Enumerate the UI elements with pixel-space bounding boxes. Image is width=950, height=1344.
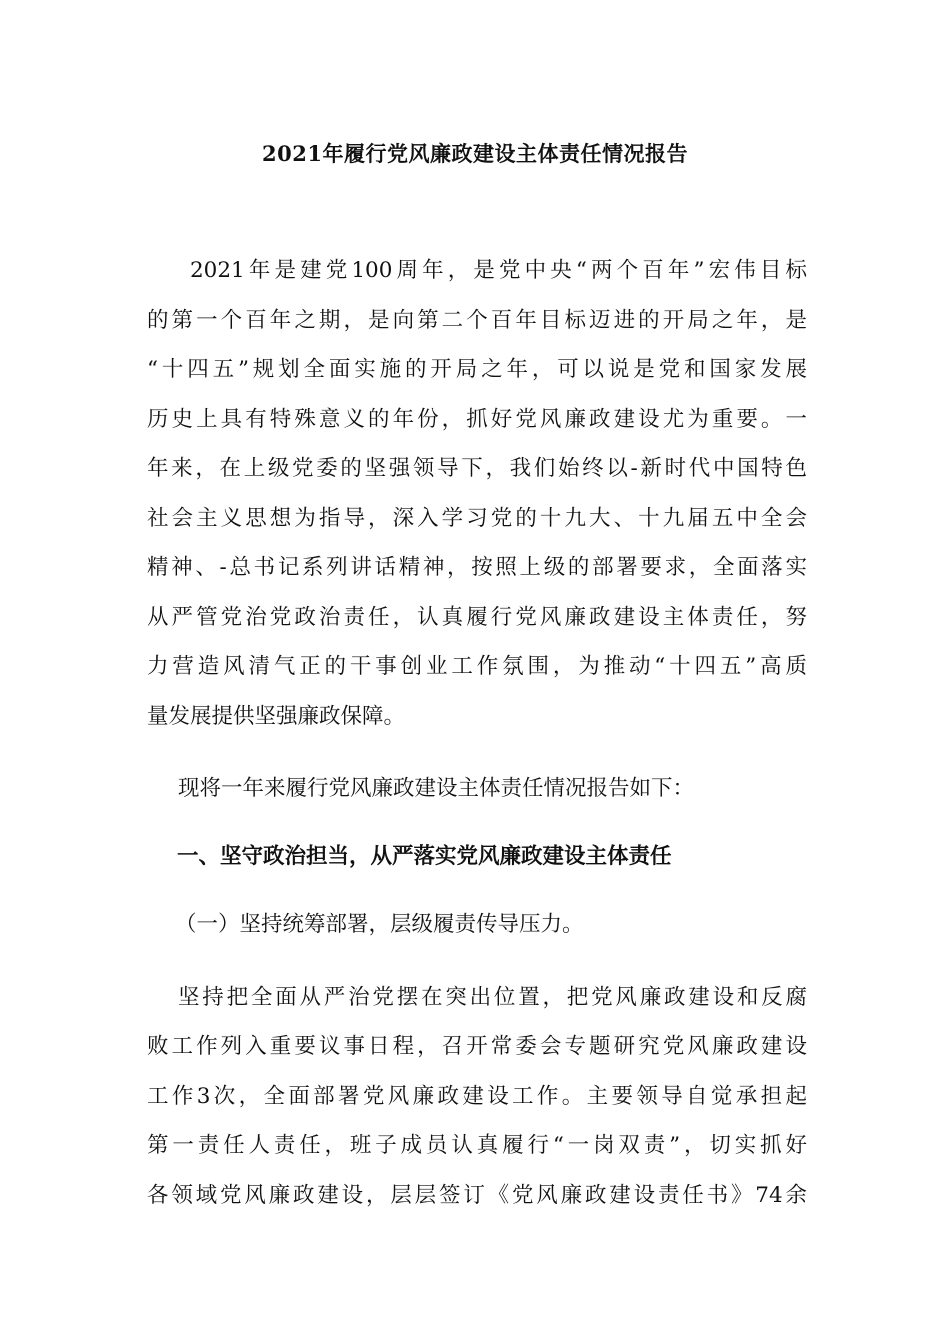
paragraph-line: 从严管党治党政治责任，认真履行党风廉政建设主体责任，努 bbox=[147, 605, 807, 630]
paragraph-line: “十四五”规划全面实施的开局之年，可以说是党和国家发展 bbox=[147, 357, 807, 382]
paragraph-line: 2021年是建党100周年，是党中央“两个百年”宏伟目标 bbox=[190, 258, 807, 283]
paragraph-line: 精神、-总书记系列讲话精神，按照上级的部署要求，全面落实 bbox=[147, 555, 807, 580]
paragraph-line: 工作3次，全面部署党风廉政建设工作。主要领导自觉承担起 bbox=[147, 1084, 807, 1109]
subsection-heading: （一）坚持统筹部署，层级履责传导压力。 bbox=[175, 912, 584, 937]
paragraph-line: 年来，在上级党委的坚强领导下，我们始终以-新时代中国特色 bbox=[147, 456, 807, 481]
paragraph-line: 力营造风清气正的干事创业工作氛围，为推动“十四五”高质 bbox=[147, 654, 807, 679]
section-heading: 一、坚守政治担当，从严落实党风廉政建设主体责任 bbox=[177, 844, 672, 869]
paragraph-line: 的第一个百年之期，是向第二个百年目标迈进的开局之年，是 bbox=[147, 308, 807, 333]
paragraph-line: 第一责任人责任，班子成员认真履行“一岗双责”，切实抓好 bbox=[147, 1133, 807, 1158]
paragraph-line: 坚持把全面从严治党摆在突出位置，把党风廉政建设和反腐 bbox=[178, 985, 807, 1010]
report-intro: 现将一年来履行党风廉政建设主体责任情况报告如下： bbox=[178, 776, 695, 801]
paragraph-line: 历史上具有特殊意义的年份，抓好党风廉政建设尤为重要。一 bbox=[147, 407, 807, 432]
paragraph-line: 败工作列入重要议事日程，召开常委会专题研究党风廉政建设 bbox=[147, 1034, 807, 1059]
paragraph-line: 各领域党风廉政建设，层层签订《党风廉政建设责任书》74余 bbox=[147, 1183, 807, 1208]
document-title: 2021年履行党风廉政建设主体责任情况报告 bbox=[262, 141, 688, 166]
paragraph-line: 量发展提供坚强廉政保障。 bbox=[147, 704, 406, 729]
paragraph-line: 社会主义思想为指导，深入学习党的十九大、十九届五中全会 bbox=[147, 506, 807, 531]
